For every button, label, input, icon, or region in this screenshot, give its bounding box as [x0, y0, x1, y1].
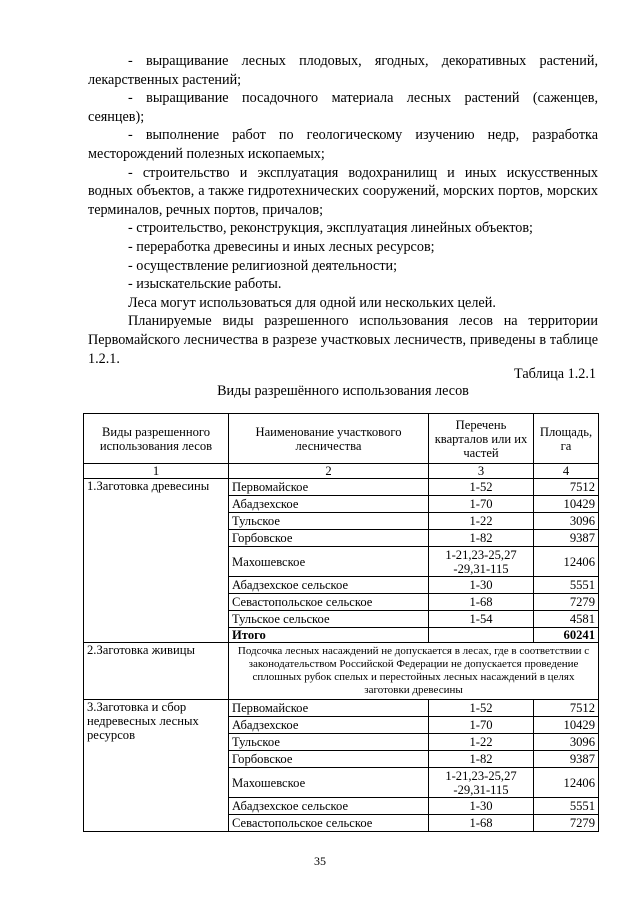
quarters-cell: 1-52: [429, 479, 534, 496]
paragraph: - строительство, реконструкция, эксплуатация линейных объектов;: [128, 220, 533, 237]
paragraph: - изыскательские работы.: [128, 276, 282, 293]
area-cell: 7279: [534, 815, 599, 832]
column-number: 4: [534, 464, 599, 479]
area-cell: 7279: [534, 594, 599, 611]
column-number-row: [84, 464, 599, 479]
forestry-cell: Абадзехское сельское: [229, 577, 429, 594]
paragraph: - выращивание посадочного материала лесных растений (саженцев, сеянцев);: [88, 90, 598, 125]
paragraph: Планируемые виды разрешенного использования лесов на территории Первомайского лесничества в разрезе участковых лесничеств, приведены в таблице 1.2.1.: [88, 313, 598, 367]
paragraph: Леса могут использоваться для одной или нескольких целей.: [128, 294, 496, 311]
body-text: [88, 52, 598, 368]
table-row: [84, 479, 599, 496]
column-number: 1: [84, 464, 229, 479]
quarters-cell: 1-52: [429, 700, 534, 717]
table-row: [84, 700, 599, 717]
area-cell: 9387: [534, 751, 599, 768]
area-cell: 9387: [534, 530, 599, 547]
area-cell: 7512: [534, 700, 599, 717]
forestry-cell: Абадзехское: [229, 496, 429, 513]
quarters-cell: 1-68: [429, 815, 534, 832]
table-header-cell: Виды разрешенного использования лесов: [84, 414, 229, 464]
forestry-cell: Тульское: [229, 513, 429, 530]
paragraph: - выполнение работ по геологическому изучению недр, разработка месторождений полезных ископаемых;: [88, 127, 598, 162]
quarters-cell: 1-21,23-25,27 -29,31-115: [429, 768, 534, 798]
forest-use-table: [83, 413, 599, 832]
column-number: 3: [429, 464, 534, 479]
forestry-cell: Севастопольское сельское: [229, 594, 429, 611]
use-type-cell: 3.Заготовка и сбор недревесных лесных ресурсов: [84, 700, 229, 832]
area-cell: 10429: [534, 717, 599, 734]
area-cell: 12406: [534, 768, 599, 798]
table-header-cell: Перечень кварталов или их частей: [429, 414, 534, 464]
quarters-cell: 1-82: [429, 530, 534, 547]
area-cell: 10429: [534, 496, 599, 513]
area-cell: 4581: [534, 611, 599, 628]
table-caption: Таблица 1.2.1: [514, 366, 596, 382]
area-cell: 5551: [534, 798, 599, 815]
forestry-cell: Горбовское: [229, 530, 429, 547]
paragraph: - переработка древесины и иных лесных ресурсов;: [128, 238, 435, 255]
area-cell: 3096: [534, 734, 599, 751]
quarters-cell: 1-70: [429, 496, 534, 513]
forestry-cell: Абадзехское сельское: [229, 798, 429, 815]
table-row: [84, 643, 599, 700]
forestry-cell: Абадзехское: [229, 717, 429, 734]
table-header-row: [84, 414, 599, 464]
quarters-cell: 1-30: [429, 577, 534, 594]
quarters-cell: 1-54: [429, 611, 534, 628]
use-type-cell: 1.Заготовка древесины: [84, 479, 229, 643]
forestry-cell: Тульское сельское: [229, 611, 429, 628]
paragraph: - осуществление религиозной деятельности;: [128, 257, 398, 274]
quarters-cell: 1-30: [429, 798, 534, 815]
quarters-cell: 1-22: [429, 513, 534, 530]
page-number: 35: [314, 854, 326, 868]
area-cell: 5551: [534, 577, 599, 594]
forestry-cell: Первомайское: [229, 479, 429, 496]
area-cell: 3096: [534, 513, 599, 530]
forestry-cell: Первомайское: [229, 700, 429, 717]
quarters-cell: 1-22: [429, 734, 534, 751]
quarters-cell: 1-68: [429, 594, 534, 611]
area-cell: 7512: [534, 479, 599, 496]
table-header-cell: Наименование участкового лесничества: [229, 414, 429, 464]
column-number: 2: [229, 464, 429, 479]
area-cell: 12406: [534, 547, 599, 577]
forestry-cell: Махошевское: [229, 768, 429, 798]
total-label: Итого: [229, 628, 429, 643]
restriction-note: Подсочка лесных насаждений не допускается в лесах, где в соответствии с законодательством Российской Федерации не допускается проведение сплошных рубок спелых и перестойных лесных насаждений в целях заготовки древесины: [229, 643, 599, 700]
quarters-cell: 1-21,23-25,27 -29,31-115: [429, 547, 534, 577]
forestry-cell: Тульское: [229, 734, 429, 751]
table-header-cell: Площадь, га: [534, 414, 599, 464]
paragraph: - строительство и эксплуатация водохранилищ и иных искусственных водных объектов, а также гидротехнических сооружений, морских портов, морских терминалов, речных портов, причалов;: [88, 164, 598, 218]
forestry-cell: Севастопольское сельское: [229, 815, 429, 832]
use-type-cell: 2.Заготовка живицы: [84, 643, 229, 700]
quarters-cell: 1-70: [429, 717, 534, 734]
paragraph: - выращивание лесных плодовых, ягодных, декоративных растений, лекарственных растений;: [88, 53, 598, 88]
table-title: Виды разрешённого использования лесов: [217, 383, 469, 399]
quarters-cell: 1-82: [429, 751, 534, 768]
forestry-cell: Махошевское: [229, 547, 429, 577]
forestry-cell: Горбовское: [229, 751, 429, 768]
total-value: 60241: [534, 628, 599, 643]
